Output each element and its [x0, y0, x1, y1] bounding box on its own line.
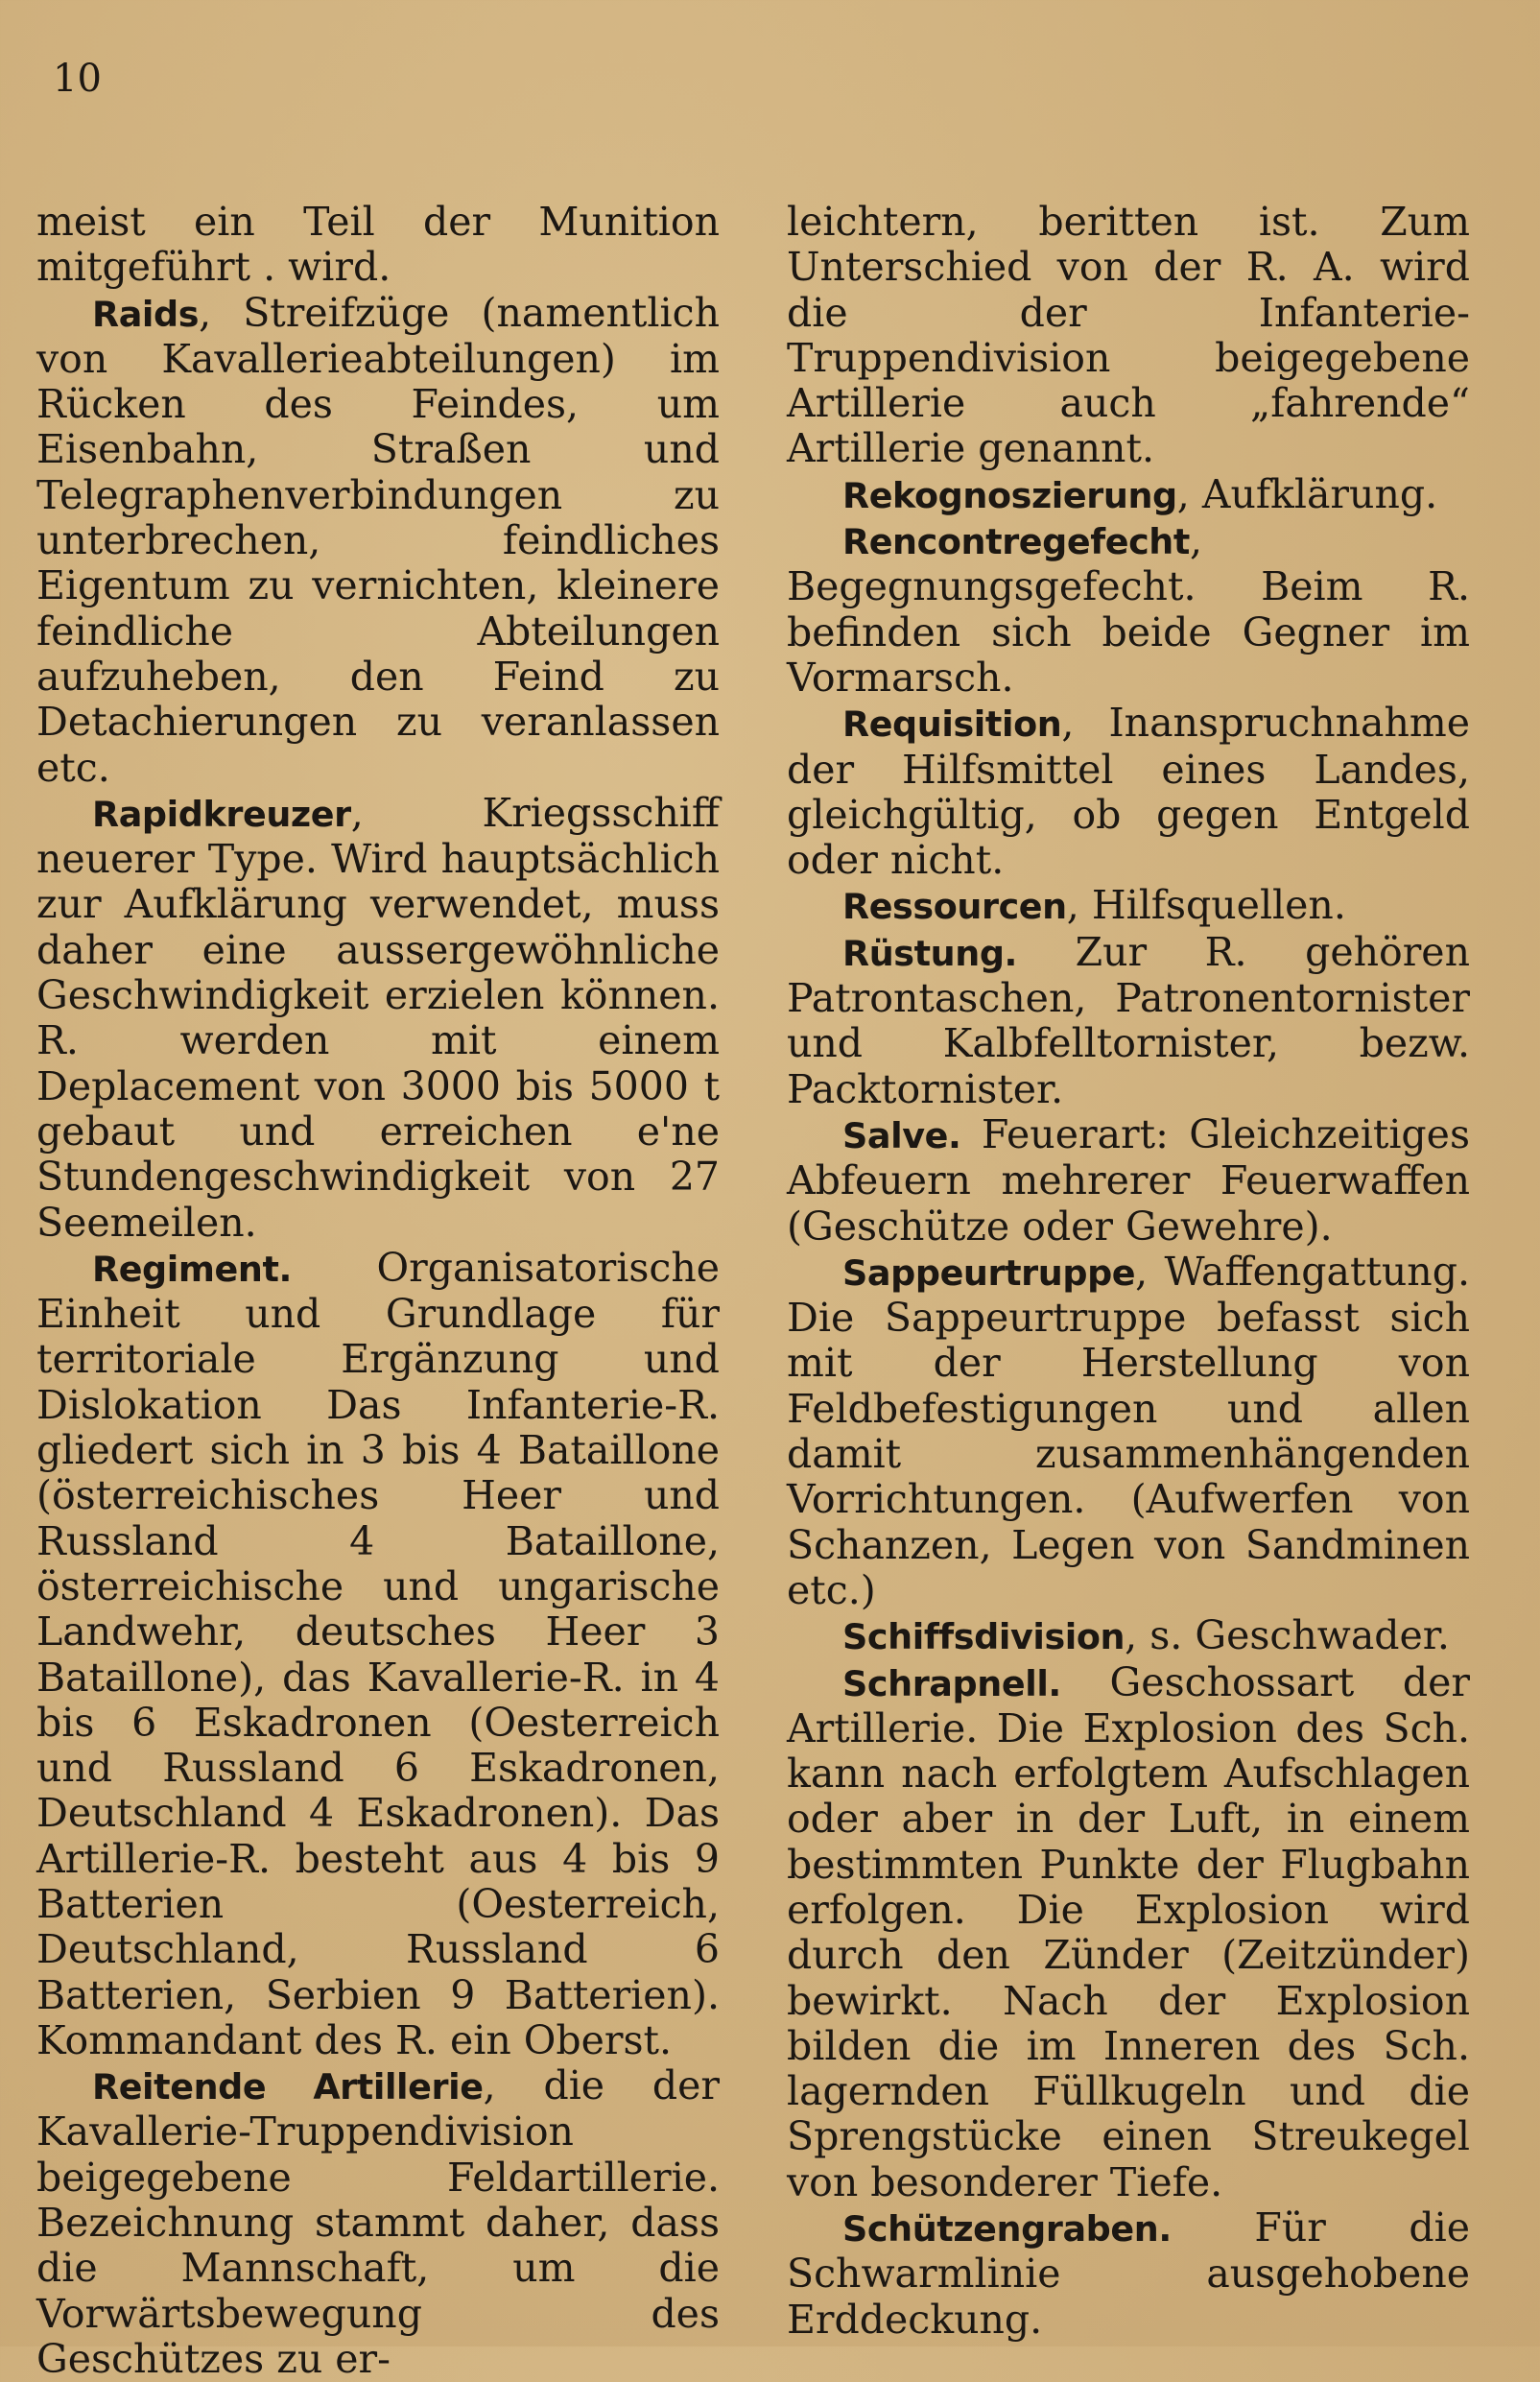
entry-separator: ,: [1189, 517, 1202, 564]
entry-separator: [1061, 1659, 1110, 1705]
entry-text: s. Geschwader.: [1149, 1612, 1450, 1659]
entry-rencontregefecht: [787, 518, 1470, 701]
entry-regiment: [36, 1246, 720, 2063]
entry-separator: ,: [1066, 882, 1092, 929]
entry-separator: [1017, 929, 1076, 975]
entry-term: Regiment.: [92, 1248, 292, 1290]
entry-separator: ,: [1176, 470, 1202, 517]
entry-ruestung: [787, 930, 1470, 1112]
entry-sappeurtruppe: [787, 1250, 1470, 1613]
entry-separator: ,: [1135, 1248, 1165, 1295]
entry-text: leichtern, beritten ist. Zum Unterschied von der R. A. wird die der Infanterie-Truppendivision beigegebene Artillerie auch „fahrende“ Artillerie genannt.: [787, 199, 1470, 472]
entry-continuation: [36, 200, 720, 291]
entry-term: Schützengraben.: [842, 2208, 1172, 2251]
entry-text: Geschossart der Artillerie. Die Explosion des Sch. kann nach erfolgtem Aufschlagen oder aber in der Luft, in einem bestimmten Punkte der Flugbahn erfolgen. Die Explosion wird durch den Zünder (Zeitzünder) bewirkt. Nach der Explosion bilden die im Inneren des Sch. lagernden Füllkugeln und die Sprengstücke einen Streukegel von besonderer Tiefe.: [787, 1658, 1470, 2205]
entry-schrapnell: [787, 1660, 1470, 2206]
entry-rekognoszierung: [787, 472, 1470, 518]
entry-text: Begegnungsgefecht. Beim R. befinden sich beide Gegner im Vormarsch.: [787, 563, 1470, 701]
entry-separator: ,: [350, 789, 483, 836]
entry-raids: [36, 291, 720, 791]
entry-separator: ,: [1061, 700, 1109, 747]
entry-reitende-artillerie: [36, 2063, 720, 2382]
entry-text: meist ein Teil der Munition mitgeführt . wird.: [36, 199, 720, 291]
entry-term: Ressourcen: [842, 886, 1067, 928]
entry-continuation: [787, 200, 1470, 472]
entry-term: Requisition: [842, 703, 1062, 746]
left-column: [36, 200, 720, 2382]
entry-ressourcen: [787, 883, 1470, 929]
page-number: 10: [53, 57, 102, 101]
entry-rapidkreuzer: [36, 791, 720, 1246]
entry-term: Reitende Artillerie: [92, 2066, 484, 2108]
entry-term: Rapidkreuzer: [92, 793, 351, 835]
entry-text: Inanspruchnahme der Hilfsmittel eines Landes, gleichgültig, ob gegen Entgeld oder nicht.: [787, 700, 1470, 884]
entry-text: Kriegsschiff neuerer Type. Wird hauptsächlich zur Aufklärung verwendet, muss daher eine aussergewöhnliche Geschwindigkeit erzielen können. R. werden mit einem Deplacement von 3000 bis 5000 t gebaut und erreichen e'ne Stundengeschwindigkeit von 27 Seemeilen.: [36, 789, 720, 1246]
entry-separator: [292, 1245, 377, 1291]
entry-text: Für die Schwarmlinie ausgehobene Erddeckung.: [787, 2204, 1470, 2343]
entry-salve: [787, 1112, 1470, 1250]
entry-text: Feuerart: Gleichzeitiges Abfeuern mehrerer Feuerwaffen (Geschütze oder Gewehre).: [787, 1110, 1470, 1250]
entry-requisition: [787, 701, 1470, 883]
entry-text: Aufklärung.: [1201, 470, 1438, 517]
entry-schiffsdivision: [787, 1613, 1470, 1659]
entry-separator: [1172, 2204, 1255, 2251]
entry-text: die der Kavallerie-Truppendivision beigegebene Feldartillerie. Bezeichnung stammt daher, dass die Mannschaft, um die Vorwärtsbewegung des Geschützes zu er-: [36, 2062, 720, 2382]
entry-separator: ,: [483, 2062, 544, 2109]
entry-term: Schiffsdivision: [842, 1616, 1125, 1658]
entry-term: Sappeurtruppe: [842, 1251, 1136, 1294]
entry-term: Schrapnell.: [842, 1662, 1061, 1704]
entry-separator: ,: [1125, 1612, 1150, 1659]
entry-term: Salve.: [842, 1114, 961, 1156]
entry-term: Rencontregefecht: [842, 521, 1190, 563]
entry-term: Rüstung.: [842, 932, 1018, 974]
entry-separator: ,: [199, 289, 244, 336]
entry-text: Hilfsquellen.: [1091, 882, 1346, 929]
entry-term: Rekognoszierung: [842, 474, 1177, 516]
entry-term: Raids: [92, 293, 200, 335]
entry-text: Organisatorische Einheit und Grundlage für territoriale Ergänzung und Dislokation Das Infanterie-R. gliedert sich in 3 bis 4 Bataillone (österreichisches Heer und Russland 4 Bataillone, österreichische und ungarische Landwehr, deutsches Heer 3 Bataillone), das Kavallerie-R. in 4 bis 6 Eskadronen (Oesterreich und Russland 6 Eskadronen, Deutschland 4 Eskadronen). Das Artillerie-R. besteht aus 4 bis 9 Batterien (Oesterreich, Deutschland, Russland 6 Batterien, Serbien 9 Batterien). Kommandant des R. ein Oberst.: [36, 1244, 720, 2063]
right-column: [787, 200, 1470, 2343]
entry-text: Waffengattung. Die Sappeurtruppe befasst sich mit der Herstellung von Feldbefestigungen und allen damit zusammenhängenden Vorrichtungen. (Aufwerfen von Schanzen, Legen von Sandminen etc.): [787, 1248, 1470, 1613]
entry-separator: [960, 1111, 981, 1157]
entry-schuetzengraben: [787, 2205, 1470, 2343]
entry-text: Streifzüge (namentlich von Kavallerieabteilungen) im Rücken des Feindes, um Eisenbahn, Straßen und Telegraphenverbindungen zu unterbrechen, feindliches Eigentum zu vernichten, kleinere feindliche Abteilungen aufzuheben, den Feind zu Detachierungen zu veranlassen etc.: [36, 289, 720, 791]
entry-text: Zur R. gehören Patrontaschen, Patronentornister und Kalbfelltornister, bezw. Packtornister.: [787, 928, 1470, 1112]
